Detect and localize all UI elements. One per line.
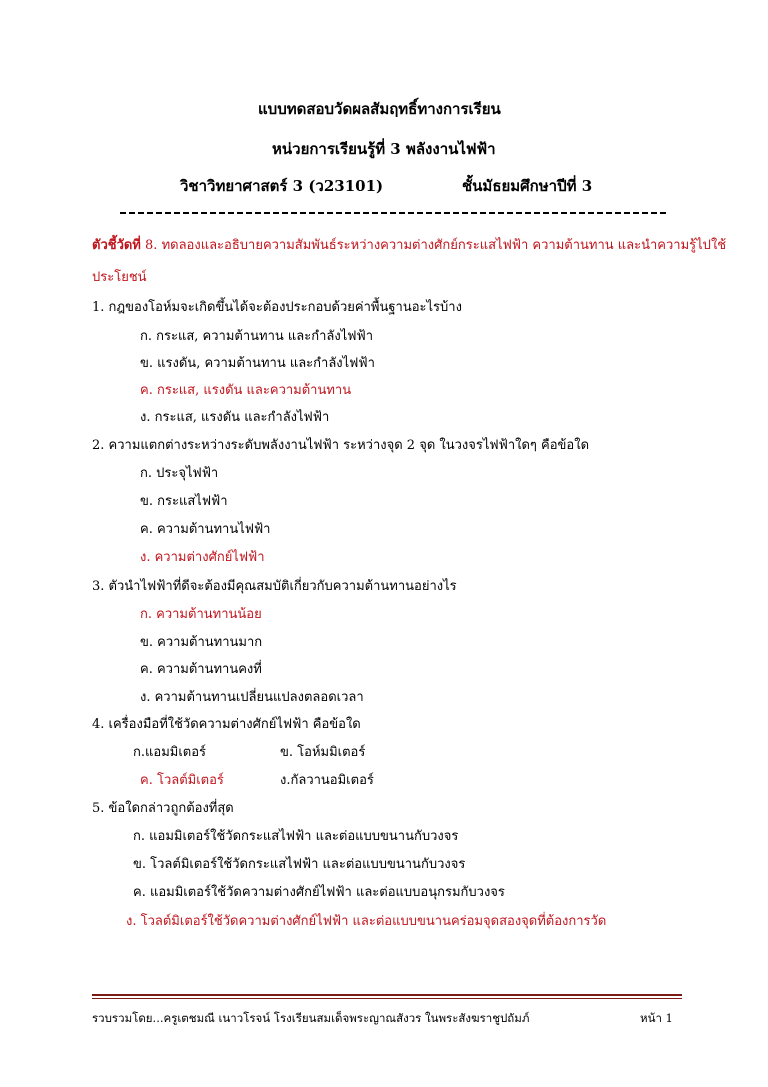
q2-choice-c: ค. ความต้านทานไฟฟ้า xyxy=(140,522,271,537)
q5-choice-c: ค. แอมมิเตอร์ใช้วัดความต่างศักย์ไฟฟ้า และต่อแบบอนุกรมกับวงจร xyxy=(133,885,505,900)
q1-choice-a: ก. กระแส, ความต้านทาน และกำลังไฟฟ้า xyxy=(140,329,373,344)
q3-choice-b: ข. ความต้านทานมาก xyxy=(140,635,263,650)
exam-title: แบบทดสอบวัดผลสัมฤทธิ์ทางการเรียน xyxy=(258,100,501,118)
page-number: หน้า 1 xyxy=(640,1011,673,1025)
q4-choice-a: ก.แอมมิเตอร์ xyxy=(133,745,207,760)
indicator-label: ตัวชี้วัดที่ xyxy=(92,238,141,253)
unit-title: หน่วยการเรียนรู้ที่ 3 พลังงานไฟฟ้า xyxy=(272,140,496,158)
indicator-text-cont: ประโยชน์ xyxy=(92,270,147,285)
q2-choice-d-answer: ง. ความต่างศักย์ไฟฟ้า xyxy=(140,550,265,565)
q2-choice-b: ข. กระแสไฟฟ้า xyxy=(140,494,228,509)
footer-author: รวบรวมโดย...ครูเตชมณี เนาวโรจน์ โรงเรียนสมเด็จพระญาณสังวร ในพระสังฆราชูปถัมภ์ xyxy=(92,1011,530,1025)
q5-choice-b: ข. โวลต์มิเตอร์ใช้วัดกระแสไฟฟ้า และต่อแบบขนานกับวงจร xyxy=(133,857,466,872)
q3-choice-d: ง. ความต้านทานเปลี่ยนแปลงตลอดเวลา xyxy=(140,690,364,705)
footer-rule-thin xyxy=(92,998,682,999)
q3-choice-c: ค. ความต้านทานคงที่ xyxy=(140,662,262,677)
q5-choice-a: ก. แอมมิเตอร์ใช้วัดกระแสไฟฟ้า และต่อแบบขนานกับวงจร xyxy=(133,829,459,844)
indicator-line xyxy=(92,237,726,255)
grade-title: ชั้นมัธยมศึกษาปีที่ 3 xyxy=(462,177,593,195)
q1-choice-c-answer: ค. กระแส, แรงดัน และความต้านทาน xyxy=(140,383,352,398)
q5-choice-d-answer: ง. โวลต์มิเตอร์ใช้วัดความต่างศักย์ไฟฟ้า และต่อแบบขนานคร่อมจุดสองจุดที่ต้องการวัด xyxy=(126,914,607,929)
q3-choice-a-answer: ก. ความต้านทานน้อย xyxy=(140,607,262,622)
question-2: 2. ความแตกต่างระหว่างระดับพลังงานไฟฟ้า ระหว่างจุด 2 จุด ในวงจรไฟฟ้าใดๆ คือข้อใด xyxy=(92,438,590,453)
q1-choice-d: ง. กระแส, แรงดัน และกำลังไฟฟ้า xyxy=(140,410,330,425)
q2-choice-a: ก. ประจุไฟฟ้า xyxy=(140,466,219,481)
q4-choice-c-answer: ค. โวลต์มิเตอร์ xyxy=(140,773,224,788)
q4-choice-d: ง.กัลวานอมิเตอร์ xyxy=(280,773,374,788)
question-5: 5. ข้อใดกล่าวถูกต้องที่สุด xyxy=(92,801,234,816)
footer-rule xyxy=(92,994,682,996)
indicator-text: 8. ทดลองและอธิบายความสัมพันธ์ระหว่างความต่างศักย์กระแสไฟฟ้า ความต้านทาน และนำความรู้ไปใช้ xyxy=(145,238,727,253)
subject-title: วิชาวิทยาศาสตร์ 3 (ว23101) xyxy=(180,177,384,195)
question-4: 4. เครื่องมือที่ใช้วัดความต่างศักย์ไฟฟ้า คือข้อใด xyxy=(92,717,361,732)
question-3: 3. ตัวนำไฟฟ้าที่ดีจะต้องมีคุณสมบัติเกี่ยวกับความต้านทานอย่างไร xyxy=(92,579,457,594)
question-1: 1. กฎของโอห์มจะเกิดขึ้นได้จะต้องประกอบด้วยค่าพื้นฐานอะไรบ้าง xyxy=(92,300,462,315)
q4-choice-b: ข. โอห์มมิเตอร์ xyxy=(280,745,366,760)
dashed-divider xyxy=(120,212,668,214)
q1-choice-b: ข. แรงดัน, ความต้านทาน และกำลังไฟฟ้า xyxy=(140,356,375,371)
